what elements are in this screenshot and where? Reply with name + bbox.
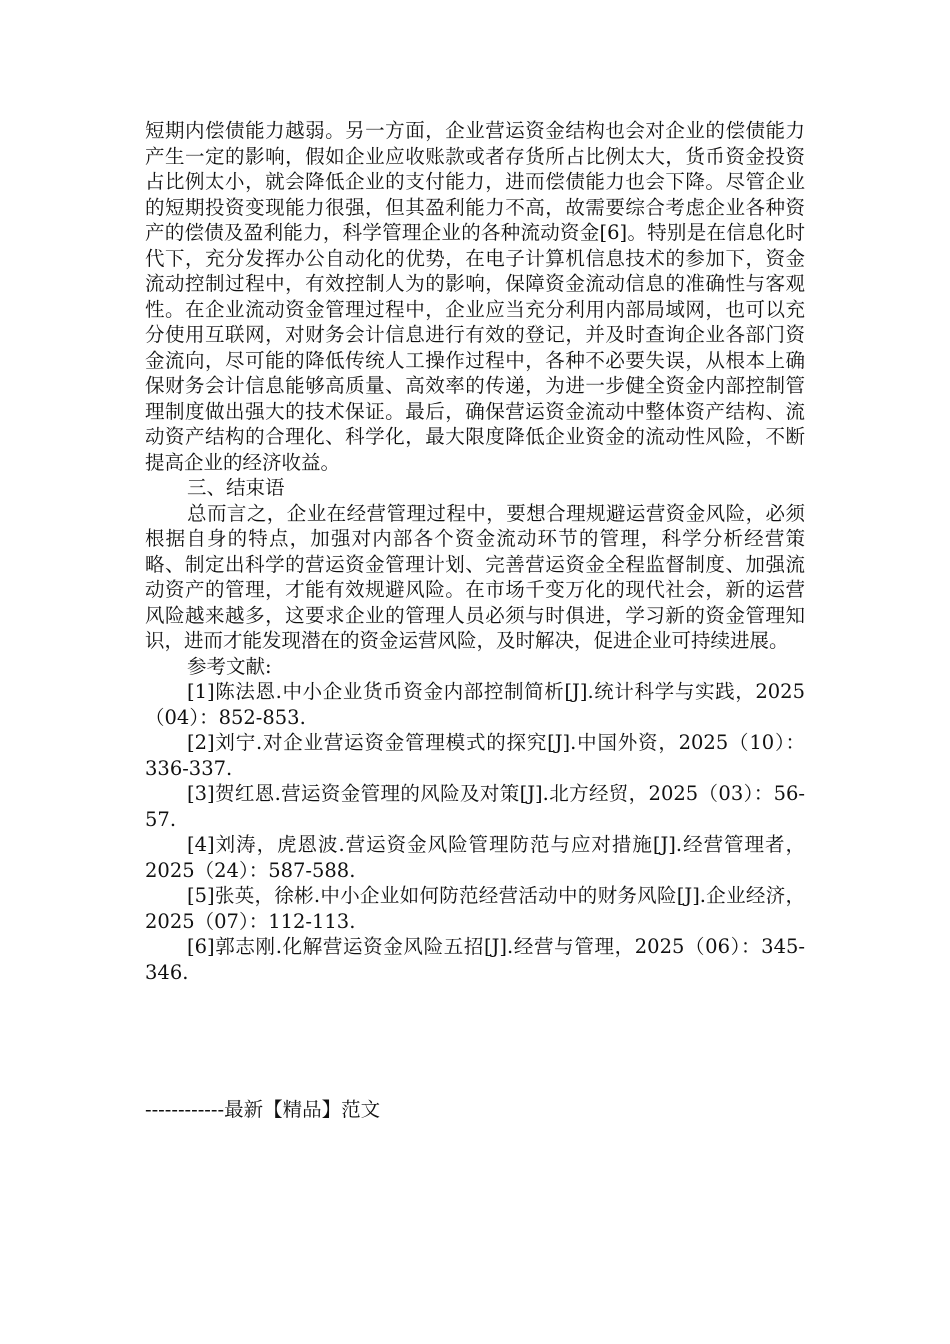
continued-paragraph: 短期内偿债能力越弱。另一方面，企业营运资金结构也会对企业的偿债能力产生一定的影响，假如企业应收账款或者存货所占比例太大，货币资金投资占比例太小，就会降低企业的支付能力，进而偿债能力也会下降。尽管企业的短期投资变现能力很强，但其盈利能力不高，故需要综合考虑企业各种资产的偿债及盈利能力，科学管理企业的各种流动资金[6]。特别是在信息化时代下，充分发挥办公自动化的优势，在电子计算机信息技术的参加下，资金流动控制过程中，有效控制人为的影响，保障资金流动信息的准确性与客观性。在企业流动资金管理过程中，企业应当充分利用内部局域网，也可以充分使用互联网，对财务会计信息进行有效的登记，并及时查询企业各部门资金流向，尽可能的降低传统人工操作过程中，各种不必要失误，从根本上确保财务会计信息能够高质量、高效率的传递，为进一步健全资金内部控制管理制度做出强大的技术保证。最后，确保营运资金流动中整体资产结构、流动资产结构的合理化、科学化，最大限度降低企业资金的流动性风险，不断提高企业的经济收益。 (145, 119, 805, 474)
reference-item-2: [2]刘宁.对企业营运资金管理模式的探究[J].中国外资，2025（10）：336-337. (145, 731, 805, 780)
section-heading: 三、结束语 (187, 476, 285, 499)
reference-item-1: [1]陈法恩.中小企业货币资金内部控制简析[J].统计科学与实践，2025（04）：852-853. (145, 680, 805, 729)
reference-item-6: [6]郭志刚.化解营运资金风险五招[J].经营与管理，2025（06）：345-346. (145, 935, 805, 984)
reference-item-5: [5]张英，徐彬.中小企业如何防范经营活动中的财务风险[J].企业经济，2025（07）：112-113. (145, 884, 805, 933)
references-heading: 参考文献: (187, 654, 272, 678)
conclusion-paragraph: 总而言之，企业在经营管理过程中，要想合理规避运营资金风险，必须根据自身的特点，加强对内部各个资金流动环节的管理，科学分析经营策略、制定出科学的营运资金管理计划、完善营运资金全程监督制度、加强流动资产的管理，才能有效规避风险。在市场千变万化的现代社会，新的运营风险越来越多，这要求企业的管理人员必须与时俱进，学习新的资金管理知识，进而才能发现潜在的资金运营风险，及时解决，促进企业可持续进展。 (145, 501, 805, 652)
page-footer: ------------最新【精品】范文 (145, 1098, 381, 1121)
reference-item-3: [3]贺红恩.营运资金管理的风险及对策[J].北方经贸，2025（03）：56-57. (145, 782, 805, 831)
reference-item-4: [4]刘涛，虎恩波.营运资金风险管理防范与应对措施[J].经营管理者，2025（24）：587-588. (145, 833, 805, 882)
document-page (145, 118, 805, 985)
